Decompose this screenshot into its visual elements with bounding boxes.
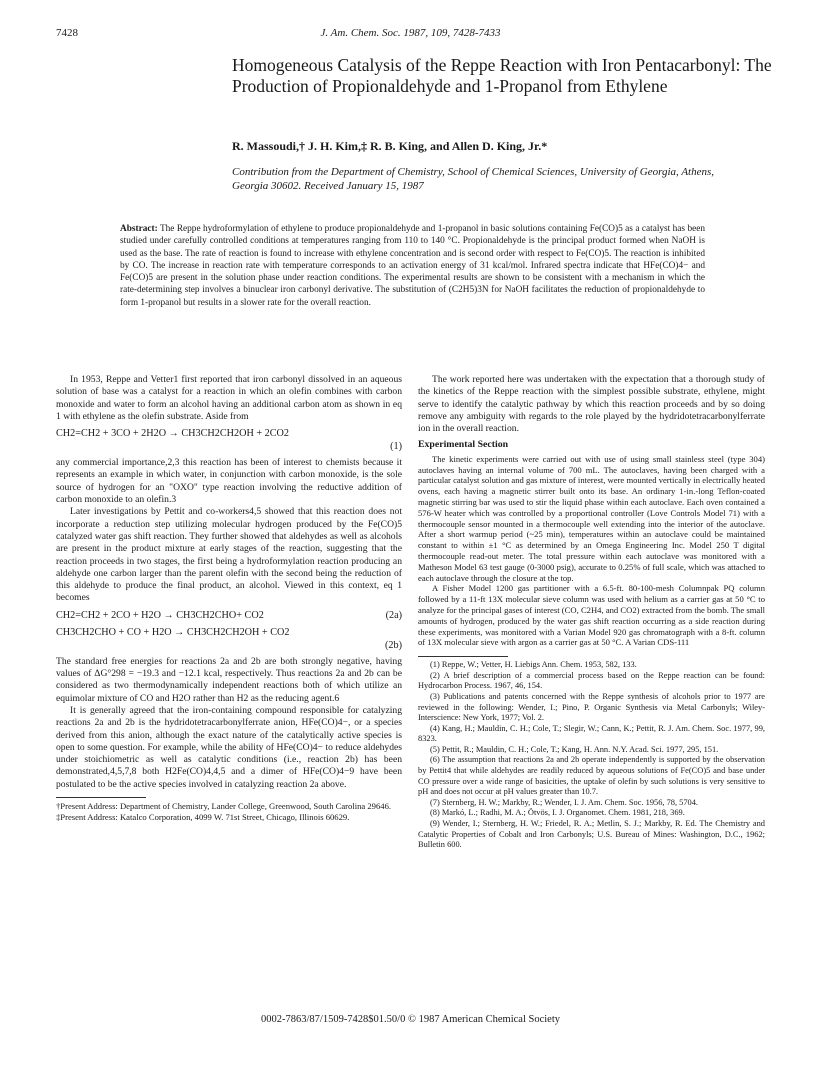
right-column bbox=[418, 374, 765, 851]
left-column bbox=[56, 374, 402, 823]
equation-text: CH2=CH2 + 2CO + H2O → CH3CH2CHO+ CO2 bbox=[56, 609, 264, 621]
section-heading: Experimental Section bbox=[418, 439, 509, 451]
reference: (3) Publications and patents concerned with the Reppe synthesis of alcohols prior to 1977 are reviewed in the following: Wender, I.; Pino, P. Organic Synthesis via Metal Carbonyls; Wiley-Interscience: New York, 1977; Vol. 2. bbox=[418, 691, 765, 723]
paragraph: In 1953, Reppe and Vetter1 first reported that iron carbonyl dissolved in an aqueous solution of base was a catalyst for a reaction in which an olefin combines with carbon monoxide and water to form an alcohol having an additional carbon atom as shown in eq 1 with ethylene as the olefin substrate. Aside from bbox=[56, 374, 402, 422]
affiliation: Contribution from the Department of Chemistry, School of Chemical Sciences, University of Georgia, Athens, Georgia 30602. Received January 15, 1987 bbox=[232, 166, 715, 192]
reference: (7) Sternberg, H. W.; Markby, R.; Wender, I. J. Am. Chem. Soc. 1956, 78, 5704. bbox=[430, 797, 698, 807]
reference: (6) The assumption that reactions 2a and 2b operate independently is supported by the observation by Pettit4 that while aldehydes are readily reduced by aqueous solutions of Fe(CO)5 and base under CO pressure over a wide range of basicities, the uptake of olefin by such solutions is very sensitive to pH and does not occur at pH values greater than 10.7. bbox=[418, 755, 765, 797]
equation-text: CH3CH2CHO + CO + H2O → CH3CH2CH2OH + CO2 bbox=[56, 626, 290, 638]
reference: (5) Pettit, R.; Mauldin, C. H.; Cole, T.; Kang, H. Ann. N.Y. Acad. Sci. 1977, 295, 151. bbox=[430, 744, 719, 754]
paragraph: It is generally agreed that the iron-containing compound responsible for catalyzing reactions 2a and 2b is the hydridotetracarbonylferrate anion, HFe(CO)4−, or a species derived from this anion, although the exact nature of the catalytically active species is open to some question. For example, while the ability of HFe(CO)4− to reduce aldehydes under stoichiometric as well as catalytic conditions (i.e., reaction 2b) has been demonstrated,4,5,7,8 both H2Fe(CO)4,4,5 and a dimer of HFe(CO)4−9 have been postulated to be the active species involved in catalyzing reaction 2a above. bbox=[56, 704, 402, 790]
paragraph: A Fisher Model 1200 gas partitioner with a 6.5-ft. 80-100-mesh Columnpak PQ column followed by a 11-ft 13X molecular sieve column was used with helium as a carrier gas at 50 °C to analyze for the principal gases of interest (CO, C2H4, and CO2) extracted from the bomb. The small amounts of hydrogen, produced by the water gas shift reaction occurring as a side reaction during these experiments, was monitored with a Varian Model 920 gas chromatograph with a 8-ft. column of 13X molecular sieve with argon as a carrier gas at 50 °C. A Varian CDS-111 bbox=[418, 583, 765, 648]
footnote-rule bbox=[56, 797, 146, 798]
equation-number: (1) bbox=[390, 441, 402, 453]
reference: (2) A brief description of a commercial process based on the Reppe reaction can be found: Hydrocarbon Process. 1967, 46, 154. bbox=[418, 670, 765, 691]
equation-1 bbox=[56, 427, 402, 453]
reference: (4) Kang, H.; Mauldin, C. H.; Cole, T.; Slegir, W.; Cann, K.; Pettit, R. J. Am. Chem. Soc. 1977, 99, 8323. bbox=[418, 723, 765, 744]
paragraph: any commercial importance,2,3 this reaction has been of interest to chemists because it represents an example in which water, in conjunction with carbon monoxide, is the sole source of hydrogen for an "OXO" type reaction involving the reductive addition of carbon monoxide to an olefin.3 bbox=[56, 457, 402, 506]
equation-text: CH2=CH2 + 3CO + 2H2O → CH3CH2CH2OH + 2CO2 bbox=[56, 428, 289, 440]
equation-number: (2a) bbox=[385, 609, 402, 621]
paragraph: The work reported here was undertaken with the expectation that a thorough study of the kinetics of the Reppe reaction with the simplest possible substrate, ethylene, might serve to identify the catalytic pathway by which this reaction proceeds and by so doing remove any ambiguity with regards to the role played by the hydridotetracarbonylferrate ion in the overall reaction. bbox=[418, 374, 765, 435]
references-rule bbox=[418, 656, 508, 657]
abstract bbox=[120, 223, 705, 309]
equation-2b bbox=[56, 626, 402, 652]
author-footnote: ‡Present Address: Katalco Corporation, 4099 W. 71st Street, Chicago, Illinois 60629. bbox=[56, 811, 350, 822]
reference: (9) Wender, I.; Sternberg, H. W.; Friedel, R. A.; Metlin, S. J.; Markby, R. Ed. The Chemistry and Catalytic Properties of Cobalt and Iron Carbonyls; U.S. Bureau of Mines: Washington, D.C., 1962; Bulletin 600. bbox=[418, 819, 765, 850]
reference: (1) Reppe, W.; Vetter, H. Liebigs Ann. Chem. 1953, 582, 133. bbox=[430, 660, 637, 670]
running-head: J. Am. Chem. Soc. 1987, 109, 7428-7433 bbox=[320, 27, 501, 39]
equation-number: (2b) bbox=[385, 639, 402, 651]
article-title: Homogeneous Catalysis of the Reppe Reaction with Iron Pentacarbonyl: The Production of Propionaldehyde and 1-Propanol from Ethylene bbox=[232, 55, 772, 96]
reference-list bbox=[418, 660, 765, 851]
reference: (8) Markó, L.; Radhi, M. A.; Ötvös, I. J. Organomet. Chem. 1981, 218, 369. bbox=[430, 808, 685, 818]
page-number: 7428 bbox=[56, 27, 78, 39]
paragraph: Later investigations by Pettit and co-workers4,5 showed that this reaction does not incorporate a reduction step utilizing molecular hydrogen produced by the Fe(CO)5 catalyzed water gas shift reaction. They further showed that aldehydes as well as alcohols are present in the product mixture at early stages of the reaction, suggesting that the reaction proceeds in two stages, the first being a hydroformylation reaction producing an aldehyde one carbon larger than the parent olefin with the second being the reduction of this aldehyde to produce the final product, an alcohol. Viewed in this context, eq 1 becomes bbox=[56, 506, 402, 604]
equation-2a bbox=[56, 609, 402, 622]
author-list: R. Massoudi,† J. H. Kim,‡ R. B. King, and Allen D. King, Jr.* bbox=[232, 139, 548, 153]
abstract-text: The Reppe hydroformylation of ethylene to produce propionaldehyde and 1-propanol in basic solutions containing Fe(CO)5 as a catalyst has been studied under carefully controlled conditions at temperatures ranging from 110 to 140 °C. Propionaldehyde is the principal product formed when NaOH is used as the base. The rate of reaction is found to increase with ethylene concentration and is second order with respect to Fe(CO)5. The reaction is inhibited by CO. The increase in reaction rate with temperature corresponds to an activation energy of 31 kcal/mol. Infrared spectra indicate that HFe(CO)4− and Fe(CO)5 are present in the solution phase under reaction conditions. The experimental results are shown to be consistent with a mechanism in which the rate-determining step involves a binuclear iron carbonyl derivative. The substitution of (C2H5)3N for NaOH facilitates the reduction of propionaldehyde to form 1-propanol but results in a slower rate for the overall reaction. bbox=[120, 224, 706, 308]
paragraph: The standard free energies for reactions 2a and 2b are both strongly negative, having values of ΔG°298 = −19.3 and −12.1 kcal, respectively. Thus reactions 2a and 2b can be considered as two thermodynamically independent reactions both of which utilize an equimolar mixture of CO and H2O rather than H2 as the reducing agent.6 bbox=[56, 655, 402, 704]
author-footnote: †Present Address: Department of Chemistry, Lander College, Greenwood, South Carolina 29646. bbox=[56, 801, 392, 812]
paragraph: The kinetic experiments were carried out with use of using small stainless steel (type 304) autoclaves having an internal volume of 700 mL. The autoclaves, having been charged with a particular catalyst solution and gas mixture of interest, were mounted vertically in electrically heated ovens, each having a magnetic stirrer built onto its base. An ordinary 1-in.-long Teflon-coated magnetic stirring bar was used to stir the liquid phase within each autoclave. Each oven contained a 576-W heater which was controlled by a proportional controller (Love Controls Model 71) with a thermocouple sensor mounted in a thermocouple well extending into the interior of the autoclave. After a short warmup period (~25 min), temperatures within an autoclave could be maintained constant to within ±1 °C as determined by an Omega Engineering Inc. Model 250 T digital thermocouple read-out meter. The total pressure within each autoclave was monitored with a Matheson Model 63 test gauge (0-3000 psig), accurate to 0.25% of full scale, which was attached to each autoclave through the closure at the top. bbox=[418, 453, 765, 583]
abstract-label: Abstract: bbox=[120, 224, 158, 234]
copyright-line: 0002-7863/87/1509-7428$01.50/0 © 1987 American Chemical Society bbox=[260, 1014, 561, 1025]
